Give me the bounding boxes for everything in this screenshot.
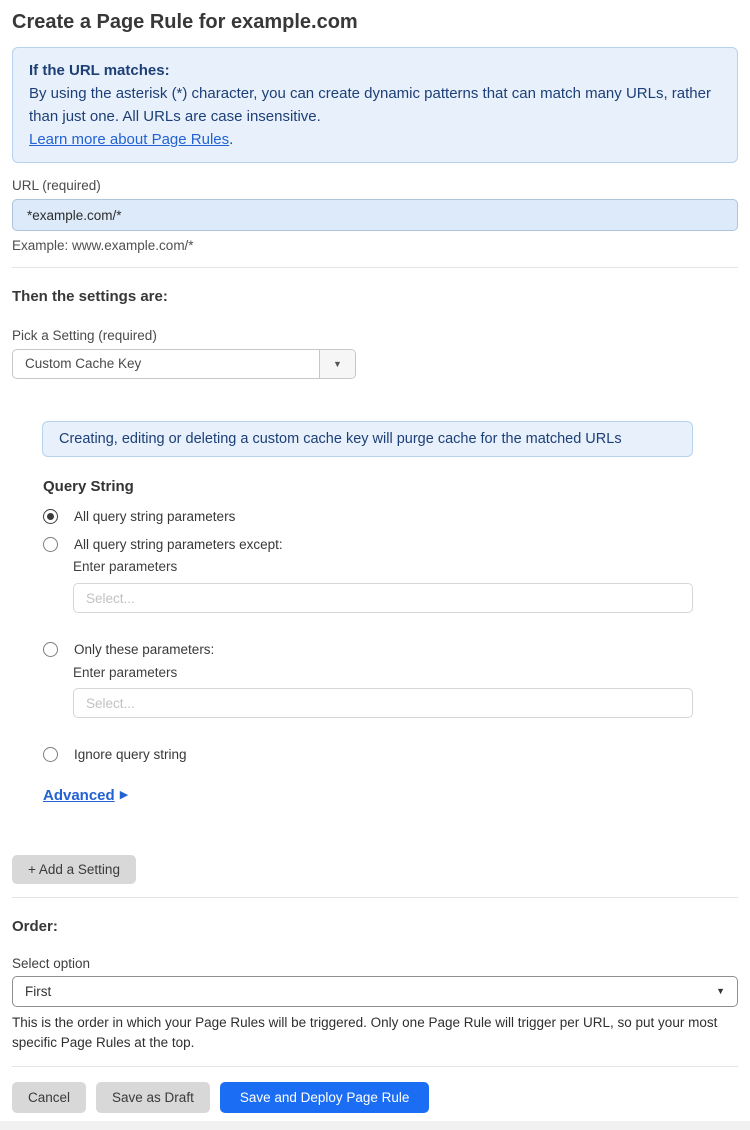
add-setting-button[interactable]: + Add a Setting <box>12 855 136 884</box>
url-input[interactable] <box>12 199 738 231</box>
radio-label: Only these parameters: <box>74 641 215 657</box>
triangle-right-icon: ▶ <box>119 788 129 801</box>
divider <box>12 1066 738 1067</box>
enter-parameters-label: Enter parameters <box>73 665 178 680</box>
setting-select[interactable] <box>12 349 356 379</box>
enter-parameters-label: Enter parameters <box>73 559 178 574</box>
footer-buttons <box>12 1082 738 1113</box>
radio-option-ignore-query-string[interactable] <box>43 746 738 762</box>
divider <box>12 267 738 268</box>
settings-section-heading: Then the settings are: <box>12 288 168 305</box>
info-box-heading: If the URL matches: <box>29 62 170 79</box>
caret-down-icon[interactable]: ▼ <box>319 350 355 378</box>
url-match-info-box <box>12 47 738 163</box>
query-string-heading: Query String <box>43 478 134 495</box>
divider <box>12 897 738 898</box>
radio-unselected-icon[interactable] <box>43 747 58 762</box>
order-select[interactable] <box>12 976 738 1007</box>
radio-option-all-query-params[interactable] <box>43 508 738 524</box>
link-suffix: . <box>229 131 234 148</box>
order-description: This is the order in which your Page Rules will be triggered. Only one Page Rule will trigger per URL, so put your most specific Page Rules at the top. <box>12 1015 718 1050</box>
except-parameters-input[interactable] <box>73 583 693 613</box>
url-example-text: Example: www.example.com/* <box>12 238 194 253</box>
page-title: Create a Page Rule for example.com <box>12 11 358 33</box>
radio-label: All query string parameters except: <box>74 536 283 552</box>
page-background-strip <box>0 1121 750 1130</box>
order-select-value: First <box>25 984 52 999</box>
pick-setting-label: Pick a Setting (required) <box>12 328 157 343</box>
radio-unselected-icon[interactable] <box>43 642 58 657</box>
url-label: URL (required) <box>12 178 101 193</box>
info-box-body: By using the asterisk (*) character, you can create dynamic patterns that can match many URLs, rather than just one. All URLs are case insensitive. <box>29 85 711 125</box>
learn-more-link[interactable]: Learn more about Page Rules <box>29 131 230 148</box>
cache-note-box: Creating, editing or deleting a custom cache key will purge cache for the matched URLs <box>42 421 693 457</box>
caret-down-icon: ▼ <box>716 986 725 996</box>
radio-option-all-except[interactable] <box>43 536 738 552</box>
radio-label: All query string parameters <box>74 508 236 524</box>
advanced-toggle[interactable] <box>43 786 738 804</box>
radio-selected-icon[interactable] <box>43 509 58 524</box>
only-parameters-input[interactable] <box>73 688 693 718</box>
order-select-label: Select option <box>12 956 91 971</box>
save-as-draft-button[interactable]: Save as Draft <box>96 1082 210 1113</box>
setting-select-value: Custom Cache Key <box>25 356 142 371</box>
radio-unselected-icon[interactable] <box>43 537 58 552</box>
info-box-link-line <box>29 128 721 151</box>
save-and-deploy-button[interactable]: Save and Deploy Page Rule <box>220 1082 430 1113</box>
advanced-link[interactable]: Advanced <box>43 786 115 804</box>
order-heading: Order: <box>12 918 58 935</box>
radio-option-only-these[interactable] <box>43 641 738 657</box>
radio-label: Ignore query string <box>74 746 187 762</box>
cancel-button[interactable]: Cancel <box>12 1082 86 1113</box>
